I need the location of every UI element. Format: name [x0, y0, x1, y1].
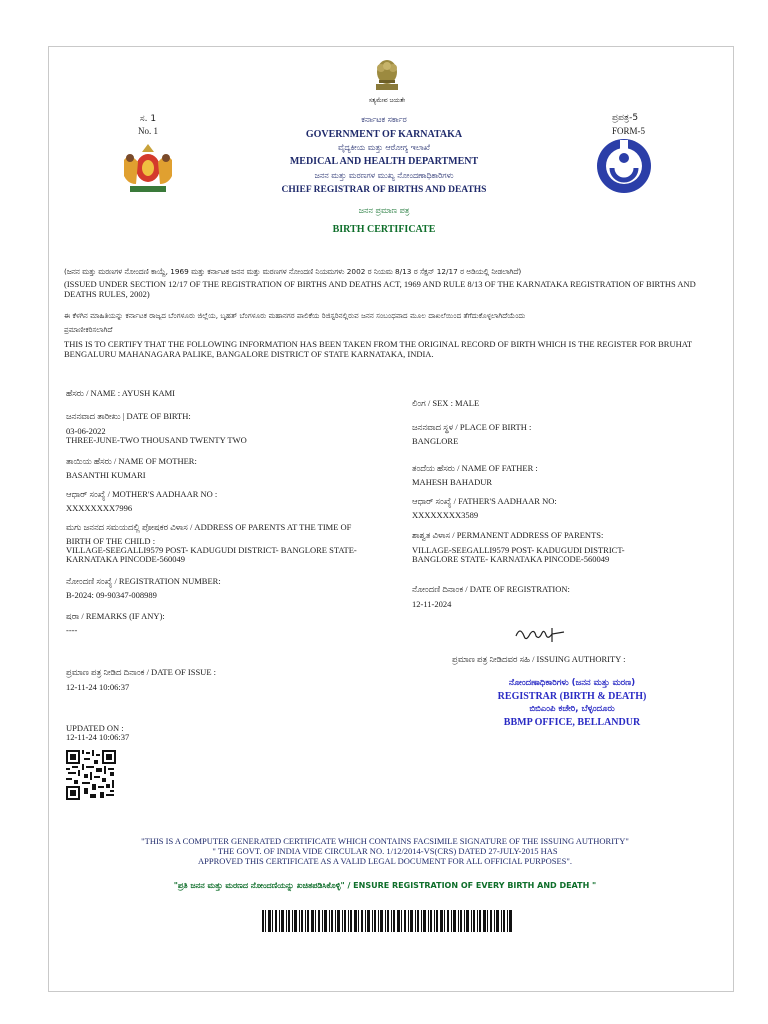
- certify-kn-line1: ಈ ಕೆಳಗಿನ ಮಾಹಿತಿಯನ್ನು ಕರ್ನಾಟಕ ರಾಜ್ಯದ ಬೆಂಗಳೂರು ಜಿಲ್ಲೆಯ, ಬೃಹತ್ ಬೆಂಗಳೂರು ಮಹಾನಗರ ಪಾಲಿಕೆಯ ರಿಜಿಸ್ಟರಿನಲ್ಲಿರುವ ಜನನ ಸಂಬಂಧವಾದ ಮೂಲ ದಾಖಲೆಯಿಂದ ತೆಗೆದುಕೊಳ್ಳಲಾಗಿದೆಯೆಂದು: [64, 311, 526, 320]
- updated-value: 12-11-24 10:06:37: [66, 732, 130, 742]
- issued-under-kn: (ಜನನ ಮತ್ತು ಮರಣಗಳ ನೋಂದಣಿ ಕಾಯ್ದೆ, 1969 ಮತ್ತು ಕರ್ನಾಟಕ ಜನನ ಮತ್ತು ಮರಣಗಳ ನೋಂದಣಿ ನಿಯಮಗಳು 2002 ರ ನಿಯಮ 8/13 ರ ಸೆಕ್ಷನ್ 12/17 ರ ಅಡಿಯಲ್ಲಿ ನೀಡಲಾಗಿದೆ): [64, 267, 522, 276]
- certify-en: THIS IS TO CERTIFY THAT THE FOLLOWING INFORMATION HAS BEEN TAKEN FROM THE ORIGINAL RECORD OF BIRTH WHICH IS THE REGISTER FOR BRUHAT BENGALURU MAHANAGARA PALIKE, BANGALORE DISTRICT OF STATE KARNATAKA, INDIA.: [64, 339, 692, 359]
- footer-note: "THIS IS A COMPUTER GENERATED CERTIFICATE WHICH CONTAINS FACSIMILE SIGNATURE OF THE ISSUING AUTHORITY": [141, 836, 629, 846]
- address-birth-value-2: KARNATAKA PINCODE-560049: [66, 554, 186, 564]
- footer-slogan: "ಪ್ರತಿ ಜನನ ಮತ್ತು ಮರಣದ ನೋಂದಣಿಯನ್ನು ಖಚಿತಪಡಿಸಿಕೊಳ್ಳಿ" / ENSURE REGISTRATION OF EVERY BIRTH AND DEATH ": [173, 881, 597, 890]
- cert-title-kn: ಜನನ ಪ್ರಮಾಣ ಪತ್ರ: [358, 206, 410, 215]
- emblem-motto: ಸತ್ಯಮೇವ ಜಯತೇ: [368, 97, 406, 104]
- qr-code-icon: [66, 750, 116, 800]
- stamp-en: REGISTRAR (BIRTH & DEATH): [497, 691, 647, 702]
- registrar-kn: ಜನನ ಮತ್ತು ಮರಣಗಳ ಮುಖ್ಯ ನೋಂದಣಾಧಿಕಾರಿಗಳು: [314, 171, 454, 180]
- stamp-kn-2: ಬಿಬಿಎಂಪಿ ಕಚೇರಿ, ಬೆಳ್ಳಂದೂರು: [529, 704, 615, 714]
- footer-note-2: " THE GOVT. OF INDIA VIDE CIRCULAR NO. 1/12/2014-VS(CRS) DATED 27-JULY-2015 HAS: [212, 846, 558, 856]
- dob-label: ಜನನವಾದ ತಾರೀಖು | DATE OF BIRTH:: [66, 411, 191, 421]
- mother-aadhaar-label: ಆಧಾರ್ ಸಂಖ್ಯೆ / MOTHER'S AADHAAR NO :: [66, 489, 218, 499]
- issuing-authority-label: ಪ್ರಮಾಣ ಪತ್ರ ನೀಡಿದವರ ಸಹಿ / ISSUING AUTHORITY :: [452, 654, 626, 664]
- father-value: MAHESH BAHADUR: [412, 477, 493, 487]
- ashoka-emblem-icon: [370, 58, 404, 94]
- father-label: ತಂದೆಯ ಹೆಸರು / NAME OF FATHER :: [412, 463, 538, 473]
- child-name: ಹೆಸರು / NAME : AYUSH KAMI: [66, 388, 176, 398]
- address-birth-value: VILLAGE-SEEGALLI9579 POST- KADUGUDI DISTRICT- BANGLORE STATE-: [66, 545, 357, 555]
- dept-kn: ವೈದ್ಯಕೀಯ ಮತ್ತು ಆರೋಗ್ಯ ಇಲಾಖೆ: [338, 143, 430, 152]
- gov-kn: ಕರ್ನಾಟಕ ಸರ್ಕಾರ: [361, 115, 407, 124]
- permanent-address-value-2: BANGLORE STATE- KARNATAKA PINCODE-560049: [412, 554, 610, 564]
- form-en: FORM-5: [612, 126, 646, 136]
- dept-en: MEDICAL AND HEALTH DEPARTMENT: [289, 156, 479, 167]
- signature-icon: [512, 624, 568, 644]
- form-kn: ಪ್ರಪತ್ರ-5: [612, 113, 639, 123]
- remarks-label: ಷರಾ / REMARKS (IF ANY):: [66, 611, 165, 621]
- mother-label: ತಾಯಿಯ ಹೆಸರು / NAME OF MOTHER:: [66, 456, 197, 466]
- stamp-kn: ನೋಂದಣಾಧಿಕಾರಿಗಳು (ಜನನ ಮತ್ತು ಮರಣ): [508, 678, 636, 688]
- regno-value: B-2024: 09-90347-008989: [66, 590, 157, 600]
- issue-date-value: 12-11-24 10:06:37: [66, 682, 130, 692]
- stamp-en-2: BBMP OFFICE, BELLANDUR: [503, 717, 641, 728]
- number-en: No. 1: [138, 126, 158, 136]
- number-kn: ಸ. 1: [139, 114, 157, 124]
- issue-date-label: ಪ್ರಮಾಣ ಪತ್ರ ನೀಡಿದ ದಿನಾಂಕ / DATE OF ISSUE :: [66, 667, 216, 677]
- pob-label: ಜನನವಾದ ಸ್ಥಳ / PLACE OF BIRTH :: [412, 422, 532, 432]
- mother-aadhaar-value: XXXXXXXX7996: [66, 503, 133, 513]
- regno-label: ನೋಂದಣಿ ಸಂಖ್ಯೆ / REGISTRATION NUMBER:: [66, 576, 221, 586]
- certify-kn-line2: ಪ್ರಮಾಣೀಕರಿಸಲಾಗಿದೆ: [64, 325, 113, 334]
- updated-label: UPDATED ON :: [66, 723, 124, 733]
- issued-under-en: (ISSUED UNDER SECTION 12/17 OF THE REGISTRATION OF BIRTHS AND DEATHS ACT, 1969 AND RULE 8/13 OF THE KARNATAKA REGISTRATION OF BIRTHS AND DEATHS RULES, 2002): [64, 279, 696, 299]
- remarks-value: ----: [66, 625, 78, 635]
- dob-words: THREE-JUNE-TWO THOUSAND TWENTY TWO: [66, 435, 247, 445]
- permanent-address-value: VILLAGE-SEEGALLI9579 POST- KADUGUDI DISTRICT-: [412, 545, 625, 555]
- father-aadhaar-value: XXXXXXXX3589: [412, 510, 479, 520]
- cert-title-en: BIRTH CERTIFICATE: [332, 224, 436, 235]
- regdate-value: 12-11-2024: [412, 599, 452, 609]
- mother-value: BASANTHI KUMARI: [66, 470, 146, 480]
- regdate-label: ನೋಂದಣಿ ದಿನಾಂಕ / DATE OF REGISTRATION:: [412, 584, 570, 594]
- barcode-icon: [262, 910, 514, 932]
- address-birth-label-2: BIRTH OF THE CHILD :: [66, 536, 156, 546]
- footer-note-3: APPROVED THIS CERTIFICATE AS A VALID LEGAL DOCUMENT FOR ALL OFFICIAL PURPOSES".: [197, 856, 573, 866]
- crs-logo-icon: [596, 138, 652, 194]
- pob-value: BANGLORE: [412, 436, 459, 446]
- registrar-en: CHIEF REGISTRAR OF BIRTHS AND DEATHS: [281, 185, 487, 195]
- karnataka-emblem-icon: [116, 140, 180, 196]
- father-aadhaar-label: ಆಧಾರ್ ಸಂಖ್ಯೆ / FATHER'S AADHAAR NO:: [412, 496, 557, 506]
- dob-value: 03-06-2022: [66, 426, 106, 436]
- sex: ಲಿಂಗ / SEX : MALE: [412, 398, 480, 408]
- gov-en: GOVERNMENT OF KARNATAKA: [305, 129, 463, 140]
- address-birth-label: ಮಗು ಜನನದ ಸಮಯದಲ್ಲಿ ಪೋಷಕರ ವಿಳಾಸ / ADDRESS OF PARENTS AT THE TIME OF: [66, 522, 352, 532]
- permanent-address-label: ಶಾಶ್ವತ ವಿಳಾಸ / PERMANENT ADDRESS OF PARENTS:: [412, 530, 604, 540]
